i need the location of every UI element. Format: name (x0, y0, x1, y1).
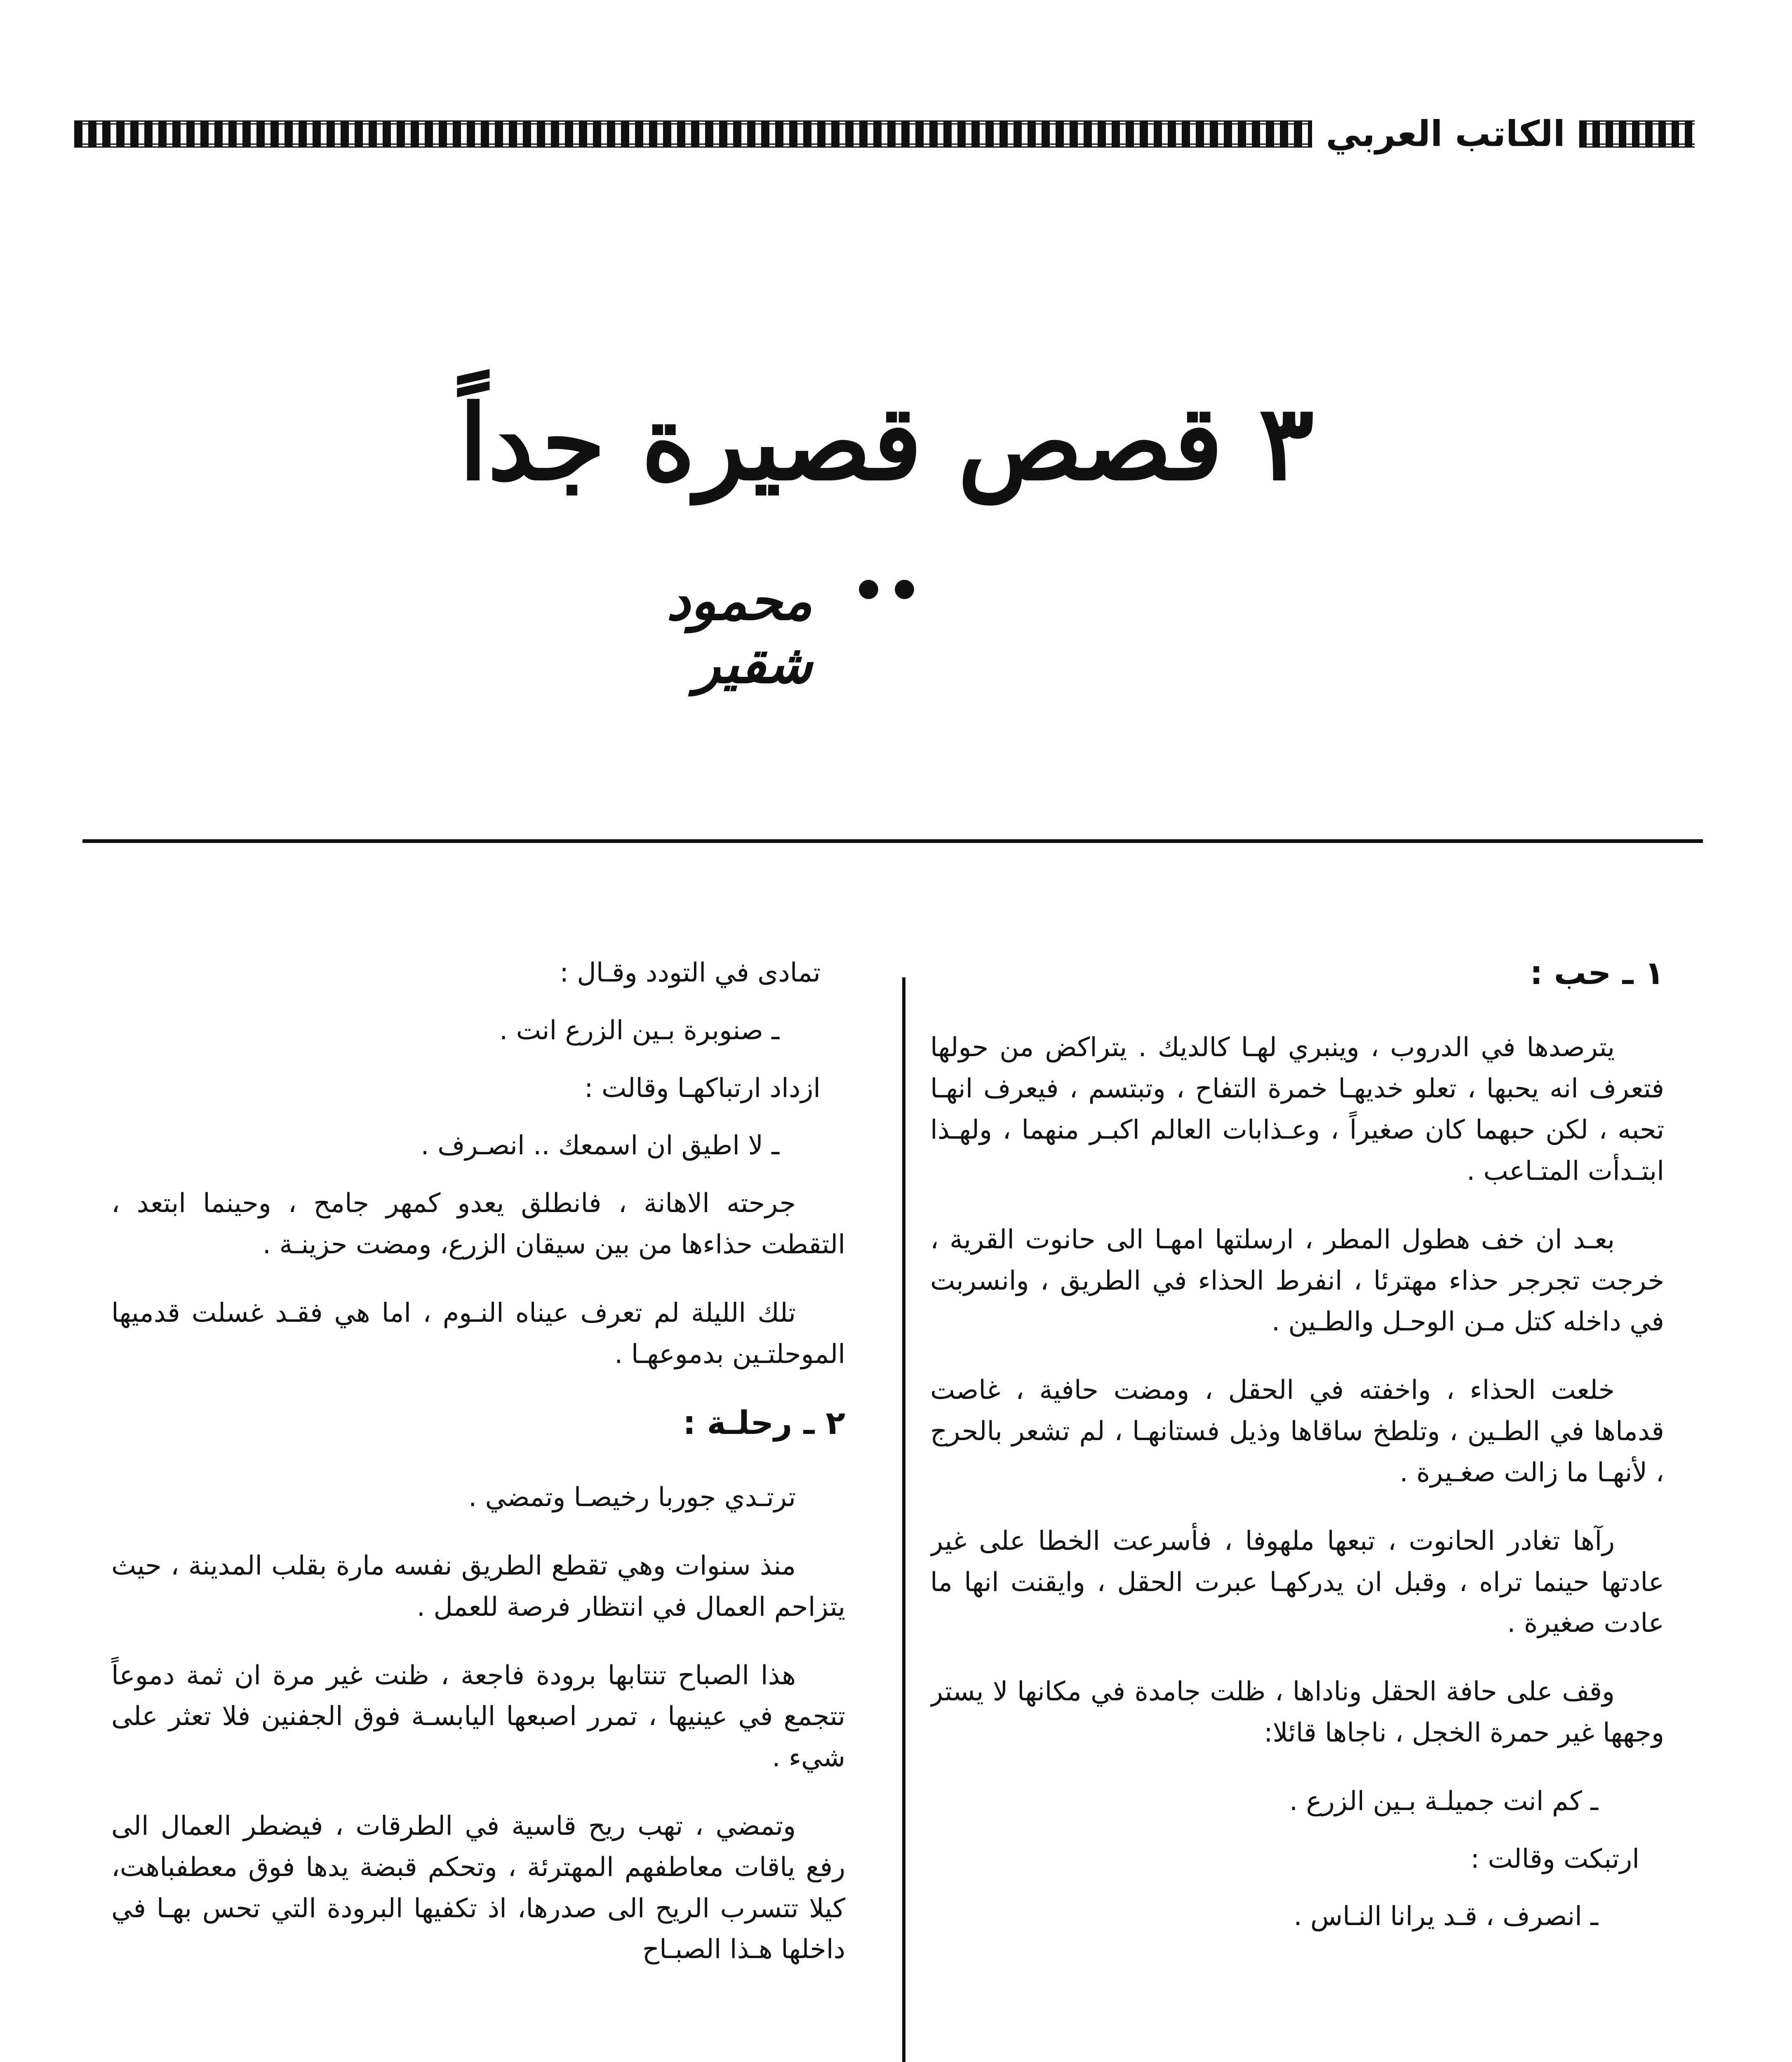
header-ornament-left (74, 120, 1312, 148)
paragraph: خلعت الحذاء ، واخفته في الحقل ، ومضت حافية ، غاصت قدماها في الطـين ، وتلطخ ساقاها وذيل فستانهـا ، لم تشعر بالحرج ، لأنهـا ما زالت صغـيرة . (930, 1375, 1664, 1488)
header-ornament-right (1579, 120, 1695, 148)
paragraph: هذا الصباح تنتابها برودة فاجعة ، ظنت غير مرة ان ثمة دموعاً تتجمع في عينيها ، تمرر اصبعها اليابسـة فوق الجفنين فلا تعثر على شيء . (111, 1660, 845, 1773)
dialogue-line: ـ لا اطيق ان اسمعك .. انصـرف . (421, 1130, 779, 1161)
paragraph: تلك الليلة لم تعرف عيناه النـوم ، اما هي فقـد غسلت قدميها الموحلتـين بدموعهـا . (111, 1297, 845, 1370)
paragraph: وقف على حافة الحقل وناداها ، ظلت جامدة في مكانها لا يستر وجهها غير حمرة الخجل ، ناجاها قائلا: (930, 1676, 1664, 1748)
title-divider (82, 839, 1703, 843)
paragraph: منذ سنوات وهي تقطع الطريق نفسه مارة بقلب المدينة ، حيث يتزاحم العمال في انتظار فرصة للعمل . (111, 1550, 845, 1622)
section-heading-love: ١ ـ حب : (1530, 955, 1664, 992)
paragraph: رآها تغادر الحانوت ، تبعها ملهوفا ، فأسرعت الخطا على غير عادتها حينما تراه ، وقبل ان يدركهـا عبرت الحقل ، وايقنت انها ما عادت صغيرة . (930, 1525, 1664, 1639)
dialogue-lead: ازداد ارتباكهـا وقالت : (584, 1073, 821, 1104)
dialogue-line: ـ كم انت جميلـة بـين الزرع . (1289, 1786, 1598, 1817)
magazine-name: الكاتب العربي (1326, 113, 1565, 155)
dialogue-line: ـ انصرف ، قـد يرانا النـاس . (1293, 1901, 1598, 1932)
page-header (74, 111, 1695, 157)
dialogue-lead: تمادى في التودد وقـال : (560, 958, 821, 988)
article-title: ٣ قصص قصيرة جداً .. (459, 382, 1314, 622)
paragraph: بعـد ان خف هطول المطر ، ارسلتها امهـا الى حانوت القرية ، خرجت تجرجر حذاء مهترئا ، انفرط الحذاء في الطريق ، وانسربت في داخله كتل مـن الوحـل والطـين . (930, 1224, 1664, 1337)
paragraph: وتمضي ، تهب ريح قاسية في الطرقات ، فيضطر العمال الى رفع ياقات معاطفهم المهترئة ، وتحكم قبضة يدها فوق معطفباهت، كيلا تتسرب الريح الى صدرها، اذ تكفيها البرودة التي تحس بهـا في داخلها هـذا الصبـاح (111, 1810, 845, 1965)
paragraph: جرحته الاهانة ، فانطلق يعدو كمهر جامح ، وحينما ابتعد ، التقطت حذاءها من بين سيقان الزرع، ومضت حزينـة . (111, 1188, 845, 1260)
column-divider (902, 977, 905, 2062)
right-column (930, 953, 1664, 2062)
dialogue-lead: ارتبكت وقالت : (1470, 1843, 1639, 1874)
article-author: محمود شقير (666, 569, 812, 695)
paragraph: يترصدها في الدروب ، وينبري لهـا كالديك . يتراكض من حولها فتعرف انه يحبها ، تعلو خديهـا خمرة التفاح ، وتبتسم ، فيعرف انهـا تحبه ، لكن حبهما كان صغيراً ، وعـذابات العالم اكبـر منهما ، ولهـذا ابتـدأت المتـاعب . (930, 1032, 1664, 1186)
paragraph: ترتـدي جوربا رخيصـا وتمضي . (468, 1482, 796, 1513)
section-heading-journey: ٢ ـ رحلـة : (683, 1404, 845, 1442)
dialogue-line: ـ صنوبرة بـين الزرع انت . (499, 1015, 779, 1046)
left-column (111, 953, 845, 2062)
